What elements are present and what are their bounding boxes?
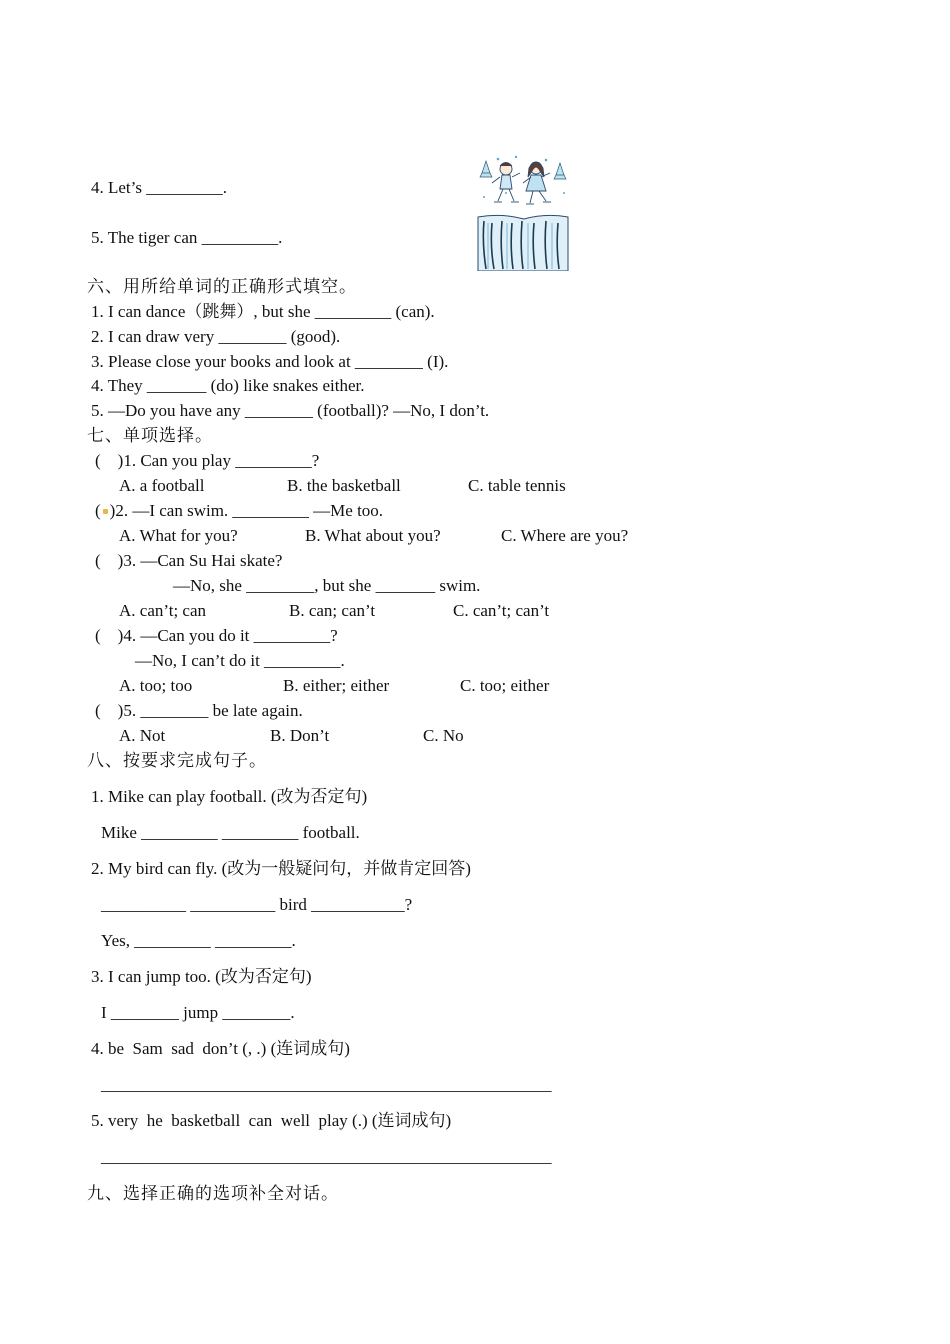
answer-mark-icon bbox=[103, 509, 108, 514]
mc-question-2-open-paren: ( bbox=[95, 501, 101, 520]
rewrite-answer-line: __________ __________ bird ___________? bbox=[101, 895, 413, 914]
mc-question-2-option-a: A. What for you? bbox=[119, 526, 238, 545]
question-5-4: 4. Let’s _________. bbox=[91, 178, 227, 197]
skating-kids-illustration bbox=[476, 153, 570, 271]
mc-question-1-option-b: B. the basketball bbox=[287, 476, 401, 495]
mc-question-3-option-c: C. can’t; can’t bbox=[453, 601, 550, 620]
rewrite-answer-line: I ________ jump ________. bbox=[101, 1003, 295, 1022]
section-7-heading: 七、单项选择。 bbox=[87, 426, 213, 445]
section-8-heading: 八、按要求完成句子。 bbox=[87, 751, 267, 770]
mc-question-3-stem: ( )3. —Can Su Hai skate? bbox=[95, 551, 283, 570]
mc-question-3-stem-2: —No, she ________, but she _______ swim. bbox=[173, 576, 481, 595]
section-6-item: 3. Please close your books and look at ________ (I). bbox=[91, 352, 449, 371]
rewrite-answer-line: Yes, _________ _________. bbox=[101, 931, 296, 950]
mc-question-1-option-c: C. table tennis bbox=[468, 476, 566, 495]
mc-question-2-option-b: B. What about you? bbox=[305, 526, 441, 545]
section-9-heading: 九、选择正确的选项补全对话。 bbox=[87, 1184, 339, 1203]
section-6-item: 4. They _______ (do) like snakes either. bbox=[91, 376, 365, 395]
rewrite-question-3: 3. I can jump too. (改为否定句) bbox=[91, 967, 312, 986]
section-6-heading: 六、用所给单词的正确形式填空。 bbox=[87, 277, 357, 296]
rewrite-answer-line: _____________________________________________________ bbox=[101, 1075, 552, 1094]
mc-question-5-option-c: C. No bbox=[423, 726, 464, 745]
mc-question-3-option-a: A. can’t; can bbox=[119, 601, 207, 620]
mc-question-5-option-a: A. Not bbox=[119, 726, 166, 745]
rewrite-question-2: 2. My bird can fly. (改为一般疑问句，并做肯定回答) bbox=[91, 859, 471, 878]
section-6-item: 5. —Do you have any ________ (football)? —No, I don’t. bbox=[91, 401, 490, 420]
rewrite-question-1: 1. Mike can play football. (改为否定句) bbox=[91, 787, 368, 806]
mc-question-4-option-c: C. too; either bbox=[460, 676, 550, 695]
mc-question-1-option-a: A. a football bbox=[119, 476, 205, 495]
mc-question-2-option-c: C. Where are you? bbox=[501, 526, 629, 545]
mc-question-1-stem: ( )1. Can you play _________? bbox=[95, 451, 320, 470]
question-5-5: 5. The tiger can _________. bbox=[91, 228, 283, 247]
mc-question-4-option-a: A. too; too bbox=[119, 676, 193, 695]
rewrite-answer-line: _____________________________________________________ bbox=[101, 1147, 552, 1166]
mc-question-4-stem: ( )4. —Can you do it _________? bbox=[95, 626, 338, 645]
mc-question-4-stem-2: —No, I can’t do it _________. bbox=[135, 651, 345, 670]
rewrite-question-5: 5. very he basketball can well play (.) (连词成句) bbox=[91, 1111, 452, 1130]
mc-question-4-option-b: B. either; either bbox=[283, 676, 390, 695]
rewrite-question-4: 4. be Sam sad don’t (, .) (连词成句) bbox=[91, 1039, 350, 1058]
mc-question-2-text: )2. —I can swim. _________ —Me too. bbox=[109, 501, 384, 520]
mc-question-5-stem: ( )5. ________ be late again. bbox=[95, 701, 303, 720]
rewrite-answer-line: Mike _________ _________ football. bbox=[101, 823, 360, 842]
section-6-item: 1. I can dance（跳舞）, but she _________ (can). bbox=[91, 302, 435, 321]
section-6-item: 2. I can draw very ________ (good). bbox=[91, 327, 341, 346]
mc-question-5-option-b: B. Don’t bbox=[270, 726, 330, 745]
mc-question-3-option-b: B. can; can’t bbox=[289, 601, 376, 620]
mc-question-2-stem bbox=[95, 501, 383, 521]
